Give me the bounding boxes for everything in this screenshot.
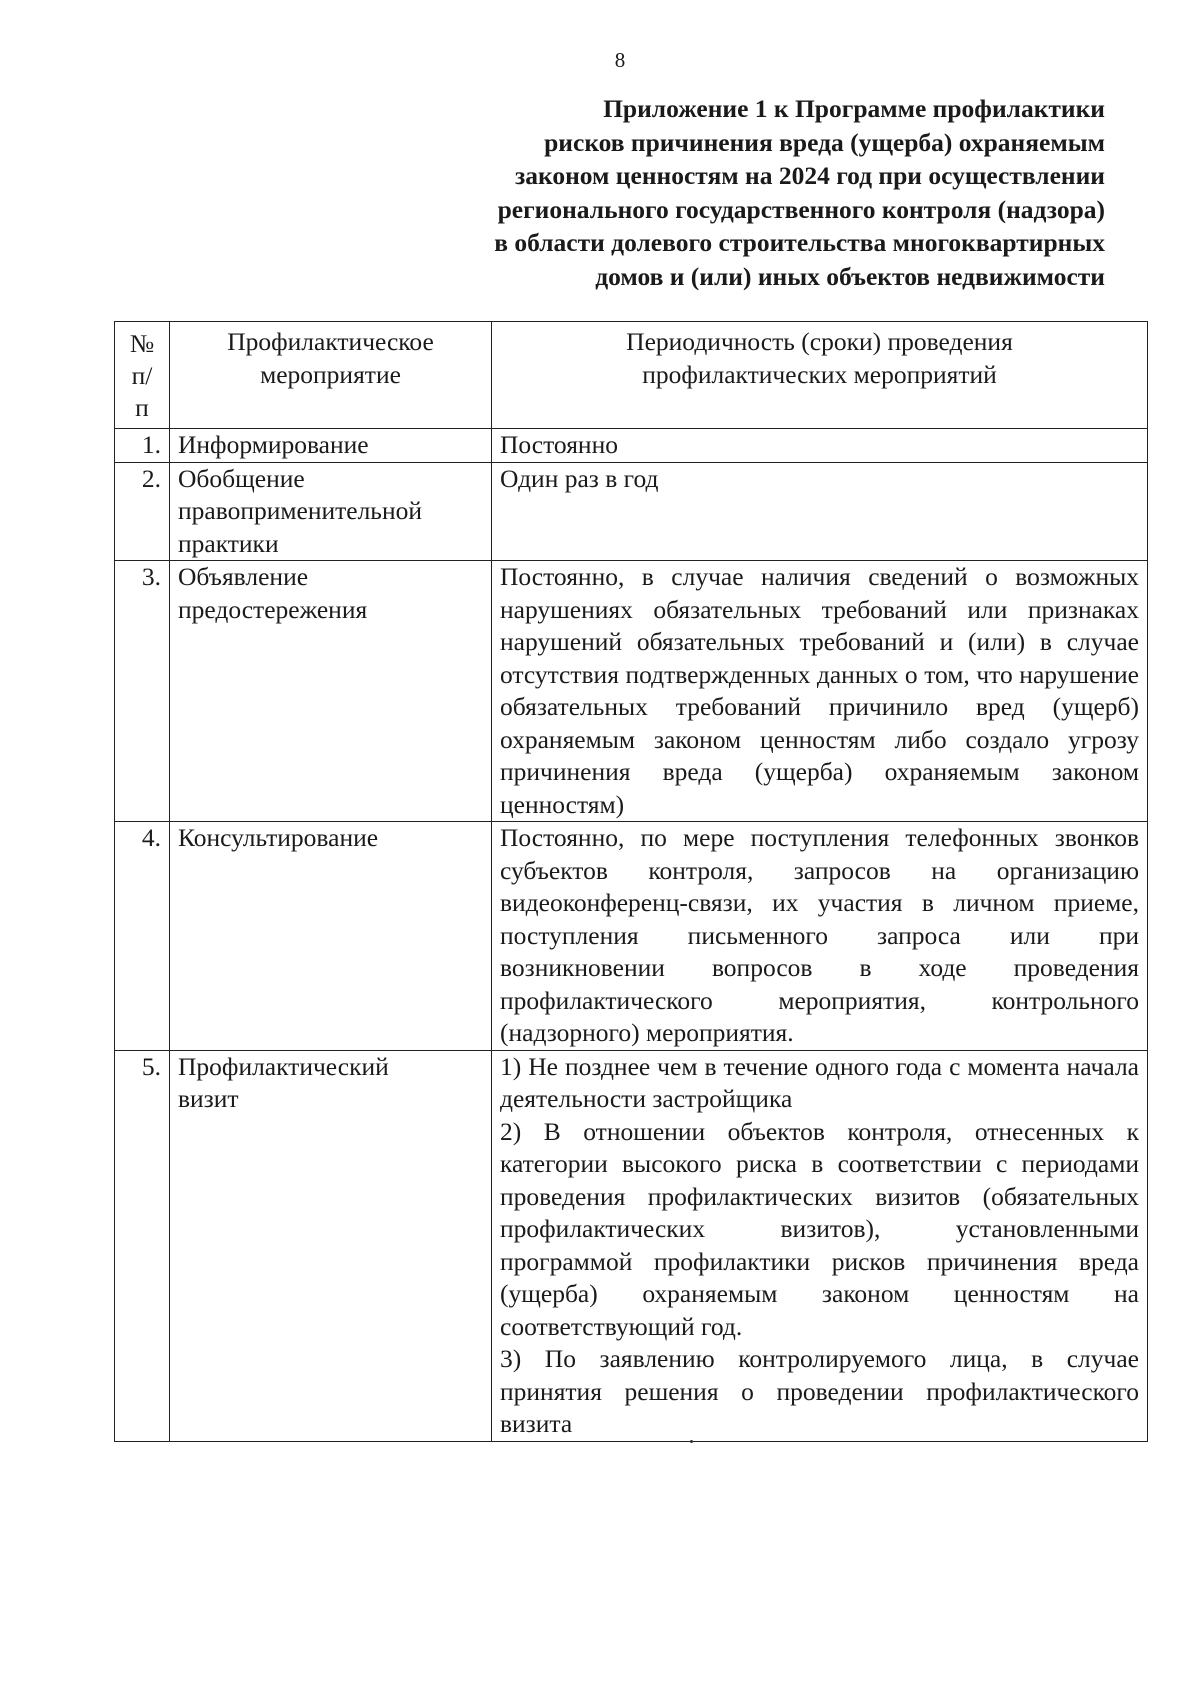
period-text: Постоянно, по мере поступления телефонных звонков субъектов контроля, запросов на организацию видеоконференц-связи, их участия в личном приеме, поступления письменного запроса или при возникновении вопросов в ходе проведения профилактического мероприятия, контрольного (надзорного) мероприятия. <box>500 823 1139 1047</box>
heading-line: регионального государственного контроля (надзора) <box>497 194 1105 224</box>
heading-line: в области долевого строительства многоквартирных <box>494 228 1105 257</box>
row-number: 5. <box>115 1050 170 1441</box>
row-period <box>492 429 1148 463</box>
row-number: 2. <box>115 462 170 561</box>
row-period <box>492 1050 1148 1441</box>
period-item: 3) По заявлению контролируемого лица, в случае принятия решения о проведении профилактического визита <box>500 1344 1139 1438</box>
row-number: 3. <box>115 561 170 822</box>
header-period <box>492 322 1148 429</box>
heading-line: рисков причинения вреда (ущерба) охраняемым <box>544 127 1105 157</box>
table-row <box>115 561 1148 822</box>
table-header-row <box>115 322 1148 429</box>
scan-speck <box>690 1440 693 1443</box>
table-row <box>115 462 1148 561</box>
header-number-text: № п/ п <box>129 329 155 422</box>
row-event: Информирование <box>170 429 492 463</box>
row-number: 4. <box>115 822 170 1051</box>
row-event: Обобщение правоприменительной практики <box>170 462 492 561</box>
prevention-measures-table <box>114 321 1148 1442</box>
appendix-heading <box>385 92 1105 293</box>
header-number <box>115 322 170 429</box>
period-text: Один раз в год <box>500 463 659 493</box>
heading-line: Приложение 1 к Программе профилактики <box>603 94 1105 123</box>
period-item: 1) Не позднее чем в течение одного года с момента начала деятельности застройщика <box>500 1051 1139 1113</box>
row-period <box>492 462 1148 561</box>
row-event: Консультирование <box>170 822 492 1051</box>
heading-line: законом ценностям на 2024 год при осуществлении <box>515 161 1105 190</box>
row-event: Объявление предостережения <box>170 561 492 822</box>
header-period-text: Периодичность (сроки) проведения профилактических мероприятий <box>626 327 1013 389</box>
page-number: 8 <box>614 48 626 72</box>
period-text: Постоянно, в случае наличия сведений о возможных нарушениях обязательных требований или признаках нарушений обязательных требований и (или) в случае отсутствия подтвержденных данных о том, что нарушение обязательных требований причинило вред (ущерб) охраняемым законом ценностям либо создало угрозу причинения вреда (ущерба) охраняемым законом ценностям) <box>500 562 1139 819</box>
row-period <box>492 561 1148 822</box>
table-row <box>115 429 1148 463</box>
row-event: Профилактический визит <box>170 1050 492 1441</box>
row-period <box>492 822 1148 1051</box>
period-item: 2) В отношении объектов контроля, отнесенных к категории высокого риска в соответствии с периодами проведения профилактических визитов (обязательных профилактических визитов), установленными программой профилактики рисков причинения вреда (ущерба) охраняемым законом ценностям на соответствующий год. <box>500 1116 1139 1341</box>
row-number: 1. <box>115 429 170 463</box>
table-row <box>115 822 1148 1051</box>
period-text: Постоянно <box>500 430 618 459</box>
header-event <box>170 322 492 429</box>
heading-line: домов и (или) иных объектов недвижимости <box>595 261 1105 291</box>
table-row <box>115 1050 1148 1441</box>
header-event-text: Профилактическое мероприятие <box>227 327 434 389</box>
